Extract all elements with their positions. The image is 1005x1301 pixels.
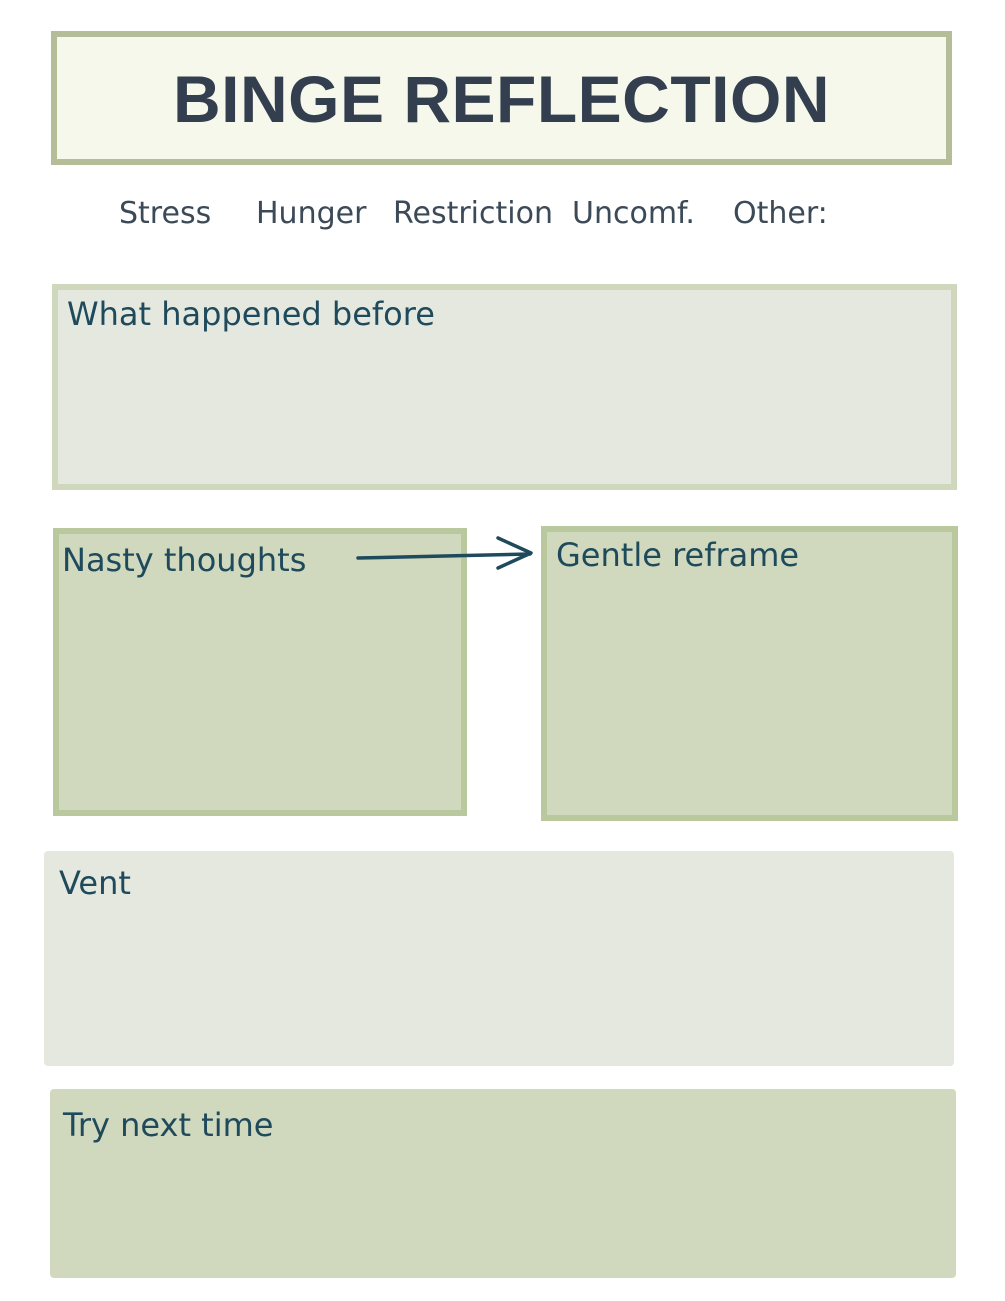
vent-label: Vent: [59, 864, 131, 902]
gentle-reframe-label: Gentle reframe: [556, 536, 800, 574]
trigger-uncomf[interactable]: Uncomf.: [572, 196, 695, 231]
gentle-reframe-box[interactable]: [541, 526, 958, 821]
try-next-time-label: Try next time: [63, 1106, 274, 1144]
right-arrow-icon: [355, 530, 540, 580]
before-label: What happened before: [67, 295, 435, 333]
trigger-stress[interactable]: Stress: [119, 196, 212, 231]
nasty-thoughts-label: Nasty thoughts: [62, 541, 307, 579]
try-next-time-box[interactable]: [50, 1089, 956, 1278]
trigger-options: [0, 196, 1005, 240]
trigger-other[interactable]: Other:: [733, 196, 828, 231]
title-banner: [51, 31, 952, 165]
vent-box[interactable]: [44, 851, 954, 1066]
trigger-restriction[interactable]: Restriction: [393, 196, 553, 231]
page-title: BINGE REFLECTION: [172, 62, 830, 136]
trigger-hunger[interactable]: Hunger: [256, 196, 367, 231]
before-box[interactable]: [52, 284, 957, 490]
